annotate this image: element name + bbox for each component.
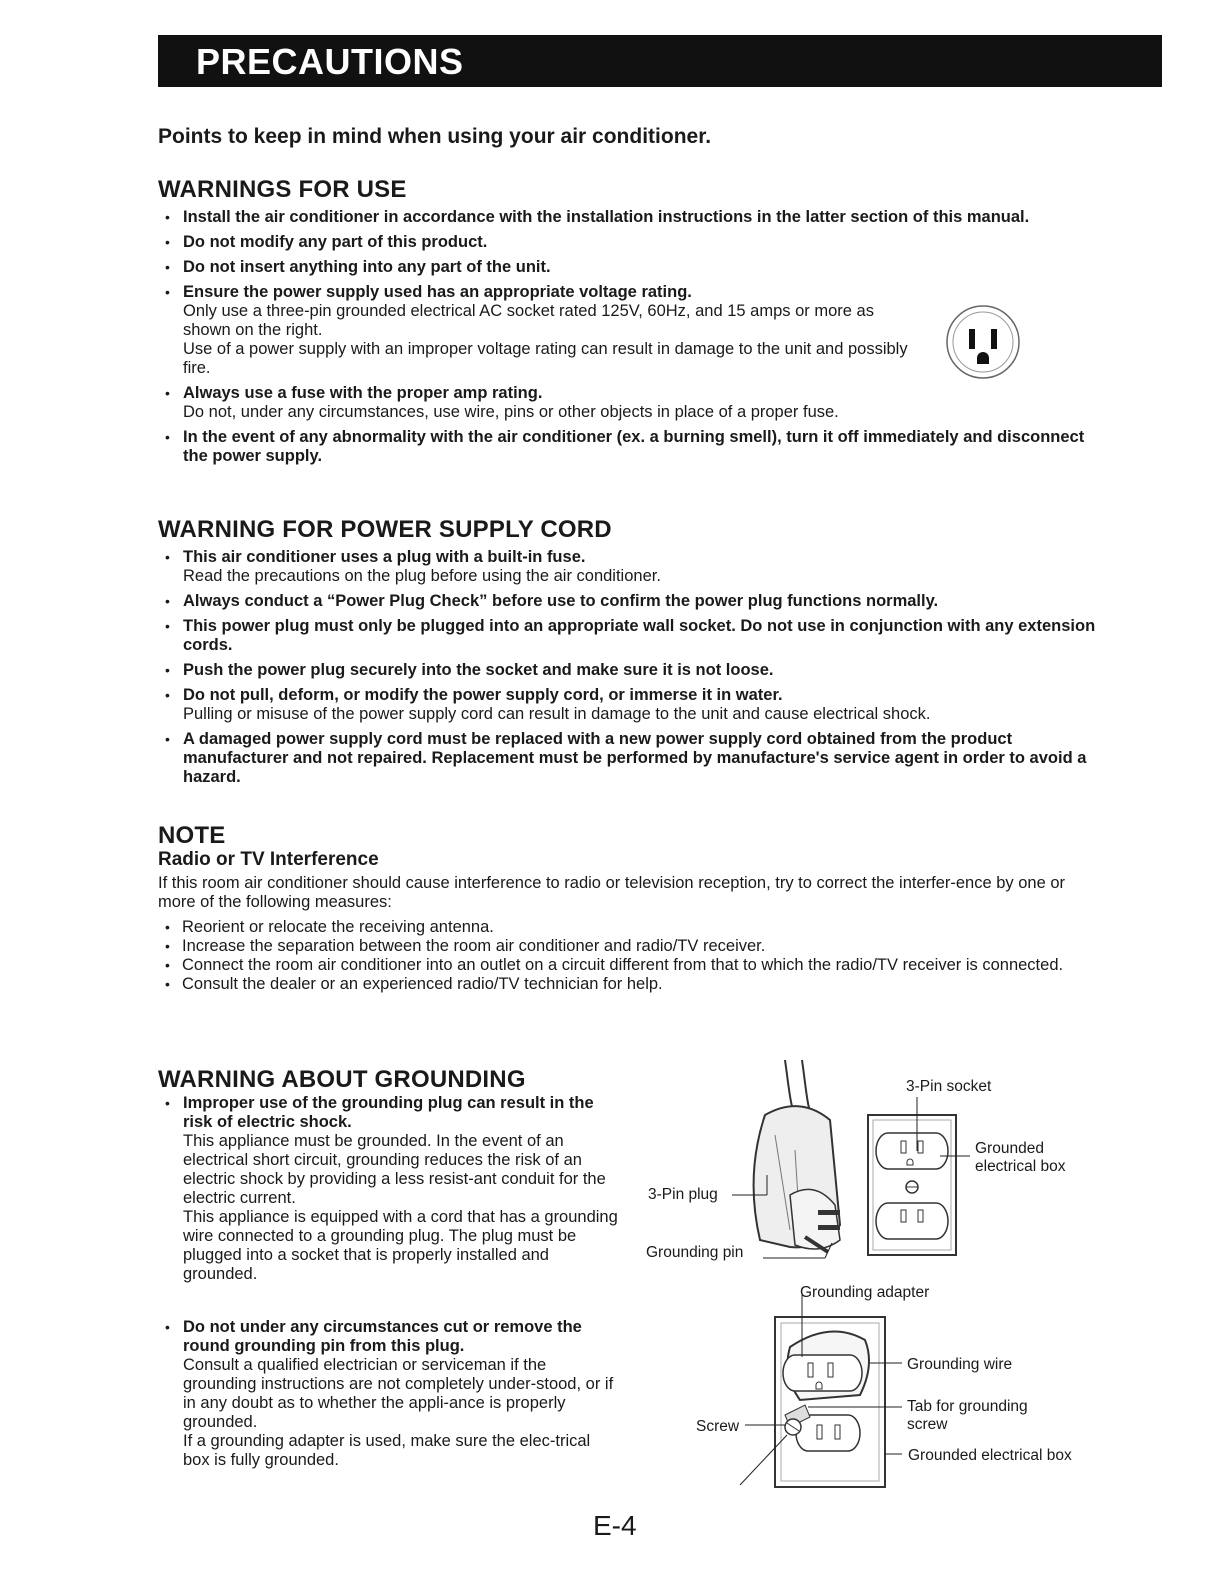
list-item: • Install the air conditioner in accordance with the installation instructions in the latter section of this manual. [160,208,1105,227]
warning-cord-heading: WARNING FOR POWER SUPPLY CORD [158,516,612,543]
title-banner [158,35,1162,87]
list-item: • Reorient or relocate the receiving antenna. [160,918,1105,937]
list-item: • Improper use of the grounding plug can result in the risk of electric shock. This appliance must be grounded. In the event of an electrical short circuit, grounding reduces the risk of an electric shock by providing a less resist-ant conduit for the electric current. This appliance is equipped with a cord that has a grounding wire connected to a grounding plug. The plug must be plugged into a socket that is properly installed and grounded. [160,1094,620,1284]
label-3pin-socket: 3-Pin socket [906,1078,992,1095]
outlet-icon [943,302,1023,382]
grounding-heading: WARNING ABOUT GROUNDING [158,1066,526,1093]
list-item: • Always use a fuse with the proper amp rating. Do not, under any circumstances, use wire, pins or other objects in place of a proper fuse. [160,384,1105,422]
label-grounding-pin: Grounding pin [646,1244,744,1261]
list-item: • A damaged power supply cord must be replaced with a new power supply cord obtained from the product manufacturer and not repaired. Replacement must be performed by manufacture's service agent in order to avoid a hazard. [160,730,1105,787]
label-grounded-line1: Grounded [975,1140,1044,1157]
list-item: • Ensure the power supply used has an appropriate voltage rating. Only use a three-pin grounded electrical AC socket rated 125V, 60Hz, and 15 amps or more as shown on the right. Use of a power supply with an improper voltage rating can result in damage to the unit and possibly fire. [160,283,1105,378]
list-item: • Push the power plug securely into the socket and make sure it is not loose. [160,661,1105,680]
note-paragraph: If this room air conditioner should cause interference to radio or television reception, try to correct the interfer-ence by one or more of the following measures: [158,874,1066,911]
page-number: E-4 [593,1510,637,1541]
list-item: • Do not pull, deform, or modify the power supply cord, or immerse it in water. Pulling or misuse of the power supply cord can result in damage to the unit and cause electrical shock. [160,686,1105,724]
label-3pin-plug: 3-Pin plug [648,1186,718,1203]
label-grounding-adapter: Grounding adapter [800,1284,930,1301]
label-screw: Screw [696,1418,740,1435]
intro-heading: Points to keep in mind when using your air conditioner. [158,125,712,148]
list-item: • Always conduct a “Power Plug Check” before use to confirm the power plug functions normally. [160,592,1105,611]
note-heading: NOTE [158,822,226,849]
label-grounded-box2: Grounded electrical box [908,1447,1072,1464]
grounding-list [160,1094,620,1476]
warning-cord-list [160,548,1105,793]
list-item: • Consult the dealer or an experienced radio/TV technician for help. [160,975,1105,994]
list-item: • In the event of any abnormality with the air conditioner (ex. a burning smell), turn it off immediately and disconnect the power supply. [160,428,1105,466]
label-grounded-line2: electrical box [975,1158,1066,1175]
note-list [160,918,1105,994]
warnings-use-heading: WARNINGS FOR USE [158,176,407,203]
label-tab-line1: Tab for grounding [907,1398,1028,1415]
label-grounding-wire: Grounding wire [907,1356,1013,1373]
grounding-adapter-diagram [690,1295,910,1495]
list-item: • Do not modify any part of this product. [160,233,1105,252]
label-tab-line2: screw [907,1416,948,1433]
list-item: • Increase the separation between the room air conditioner and radio/TV receiver. [160,937,1105,956]
list-item: • Do not insert anything into any part of the unit. [160,258,1105,277]
page-title: PRECAUTIONS [196,41,464,82]
list-item: • Connect the room air conditioner into an outlet on a circuit different from that to which the radio/TV receiver is connected. [160,956,1105,975]
list-item: • Do not under any circumstances cut or remove the round grounding pin from this plug. Consult a qualified electrician or serviceman if the grounding instructions are not completely under-stood, or if in any doubt as to whether the appli-ance is properly grounded. If a grounding adapter is used, make sure the elec-trical box is fully grounded. [160,1318,620,1470]
list-item: • This air conditioner uses a plug with a built-in fuse. Read the precautions on the plug before using the air conditioner. [160,548,1105,586]
list-item: • This power plug must only be plugged into an appropriate wall socket. Do not use in conjunction with any extension cords. [160,617,1105,655]
note-subheading: Radio or TV Interference [158,849,379,870]
